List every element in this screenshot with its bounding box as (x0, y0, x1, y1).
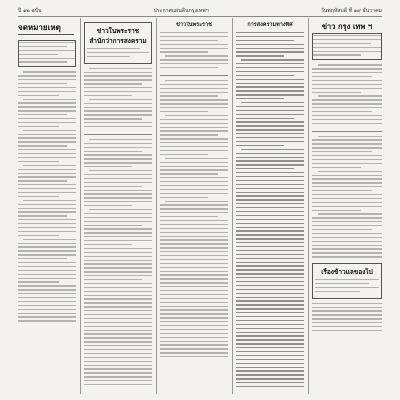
article-text (84, 67, 152, 131)
article-text (312, 135, 382, 262)
article-text (236, 31, 304, 391)
header-right: วันพฤหัสบดี ที่ ๑๙ ธันวาคม (320, 8, 382, 14)
column-divider (232, 18, 233, 394)
masthead-title: จดหมายเหตุ (18, 22, 74, 35)
article-text (84, 138, 152, 389)
column-5-heading: ข่าว กรุง เทพ ฯ (321, 22, 373, 31)
column-5-subheading: เรื่องข้าวแลของไป (321, 268, 373, 277)
header-center: ประกาศแผ่นดินกรุงเทพฯ (153, 8, 209, 14)
article-text (312, 63, 382, 127)
article-text (312, 302, 382, 335)
headline-box (84, 22, 152, 64)
notice-box (312, 33, 382, 60)
column-1 (18, 38, 76, 394)
header-left: ปี ๑๒ ฉบับ (18, 8, 42, 14)
article-text (18, 70, 76, 325)
notice-box (18, 40, 76, 67)
column-5 (312, 20, 382, 394)
column-divider (80, 18, 81, 394)
column-2-heading: ข่าวในพระราช (96, 27, 140, 35)
article-text (160, 79, 228, 361)
notice-box (312, 263, 382, 299)
column-2-subheading: สำนักว่าการสงคราม (89, 37, 147, 45)
page-header-line (18, 7, 382, 17)
column-4 (236, 20, 304, 394)
column-4-heading: การสงครามทางทิศ (247, 22, 293, 28)
column-3-heading: ข่าวในพระราช (176, 22, 212, 28)
column-divider (308, 18, 309, 394)
article-text (160, 31, 228, 72)
column-2 (84, 20, 152, 394)
column-3 (160, 20, 228, 394)
column-divider (156, 18, 157, 394)
